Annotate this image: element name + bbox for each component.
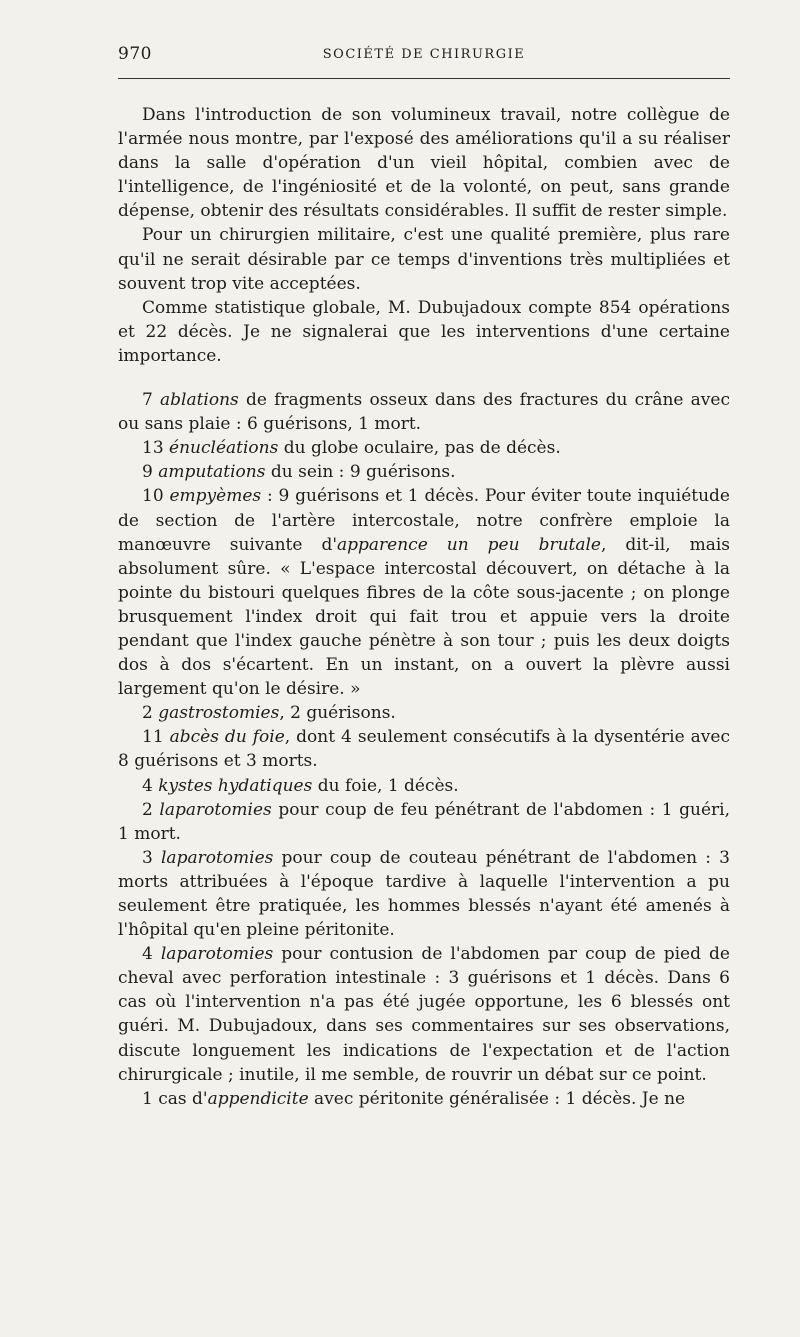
text-run: du sein : 9 guérisons.: [265, 462, 456, 483]
italic-term: appendicite: [207, 1088, 309, 1109]
text-run: 4: [142, 775, 159, 796]
text-run: pour coup de couteau pénétrant de l'abdomen : 3 morts attribuées à l'époque tardive à laquelle l'intervention a pu seulement être pratiquée, les hommes blessés n'ayant été amenés à l'hôpital qu'en pleine péritonite.: [118, 847, 730, 941]
running-title: SOCIÉTÉ DE CHIRURGIE: [322, 47, 526, 62]
italic-term: laparotomies: [161, 847, 274, 868]
paragraph: [118, 388, 730, 436]
italic-term: abcès du foie: [169, 727, 285, 748]
italic-term: amputations: [158, 462, 266, 483]
text-run: , dont 4 seulement consécutifs à la dysentérie avec 8 guérisons et 3 morts.: [118, 727, 730, 772]
text-run: : 9 guérisons et 1 décès. Pour éviter toute inquiétude de section de l'artère intercostale, notre confrère emploie la manœuvre suivante d': [118, 486, 730, 555]
paragraph: [118, 846, 730, 942]
paragraph: [118, 798, 730, 846]
italic-term: laparotomies: [159, 799, 272, 820]
italic-term: ablations: [160, 390, 239, 411]
paragraph: [118, 701, 730, 725]
paragraph: [118, 296, 730, 368]
paragraph: [118, 942, 730, 1087]
text-run: avec péritonite généralisée : 1 décès. Je ne: [308, 1088, 686, 1109]
italic-term: empyèmes: [169, 486, 262, 507]
text-run: 4: [142, 944, 161, 965]
italic-term: énucléations: [169, 438, 279, 459]
text-run: Pour un chirurgien militaire, c'est une qualité première, plus rare qu'il ne serait désirable par ce temps d'inventions très multipliées et souvent trop vite acceptées.: [118, 225, 730, 294]
text-run: 11: [142, 727, 170, 748]
text-run: 13: [142, 438, 170, 459]
page-number: 970: [118, 44, 152, 64]
body-text: [118, 103, 730, 1111]
text-run: du globe oculaire, pas de décès.: [278, 438, 561, 459]
text-run: 3: [142, 847, 161, 868]
text-run: 7: [142, 390, 161, 411]
header-rule: [118, 78, 730, 79]
text-run: de fragments osseux dans des fractures du crâne avec ou sans plaie : 6 guérisons, 1 mort.: [118, 390, 730, 435]
text-run: Dans l'introduction de son volumineux travail, notre collègue de l'armée nous montre, par l'exposé des améliorations qu'il a su réaliser dans la salle d'opération d'un vieil hôpital, combien avec de l'intelligence, de l'ingéniosité et de la volonté, on peut, sans grande dépense, obtenir des résultats considérables. Il suffit de rester simple.: [118, 105, 730, 222]
paragraph: [118, 725, 730, 773]
paragraph: [118, 103, 730, 223]
italic-term: laparotomies: [160, 944, 274, 965]
paragraph: [118, 1087, 730, 1111]
paragraph: [118, 436, 730, 460]
text-run: du foie, 1 décès.: [312, 775, 459, 796]
text-run: 2: [142, 799, 160, 820]
text-run: , dit-il, mais absolument sûre. « L'espace intercostal découvert, on détache à la pointe du bistouri quelques fibres de la côte sous-jacente ; on plonge brusquement l'index droit qui fait trou et appuie vers la droite pendant que l'index gauche pénètre à son tour ; puis les deux doigts dos à dos s'écartent. En un instant, on a ouvert la plèvre aussi largement qu'on le désire. »: [118, 534, 730, 700]
paragraph: [118, 774, 730, 798]
italic-term: gastrostomies: [158, 703, 280, 724]
text-run: 1 cas d': [142, 1088, 208, 1109]
paragraph: [118, 484, 730, 701]
text-run: , 2 guérisons.: [279, 703, 396, 724]
text-run: pour contusion de l'abdomen par coup de pied de cheval avec perforation intestinale : 3 guérisons et 1 décès. Dans 6 cas où l'intervention n'a pas été jugée opportune, les 6 blessés ont guéri. M. Dubujadoux, dans ses commentaires sur ses observations, discute longuement les indications de l'expectation et de l'action chirurgicale ; inutile, il me semble, de rouvrir un débat sur ce point.: [118, 944, 730, 1085]
paragraph: [118, 460, 730, 484]
text-run: 10: [142, 486, 170, 507]
paragraph: [118, 223, 730, 295]
text-run: Comme statistique globale, M. Dubujadoux compte 854 opérations et 22 décès. Je ne signalerai que les interventions d'une certaine importance.: [118, 297, 730, 366]
text-run: 2: [142, 703, 159, 724]
page-header: [118, 44, 730, 70]
text-run: 9: [142, 462, 159, 483]
italic-term: apparence un peu brutale: [337, 534, 601, 555]
text-run: pour coup de feu pénétrant de l'abdomen : 1 guéri, 1 mort.: [118, 799, 730, 844]
italic-term: kystes hydatiques: [158, 775, 313, 796]
